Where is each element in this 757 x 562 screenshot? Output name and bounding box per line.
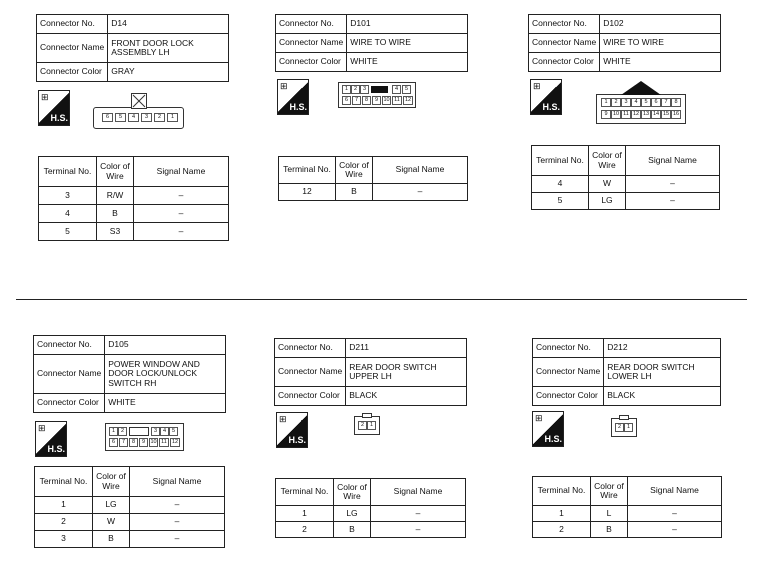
signal-name: – (628, 506, 722, 522)
wire-color: LG (93, 497, 130, 514)
pin: 1 (624, 423, 633, 432)
pin: 8 (362, 96, 371, 105)
terminal-no: 3 (35, 531, 93, 548)
connector-info-d211 (274, 338, 467, 406)
connector-clip-icon: ⊞ (533, 81, 541, 91)
header-terminal-no: Terminal No. (276, 479, 334, 506)
label-connector-name: Connector Name (34, 355, 105, 394)
key-slot (371, 86, 388, 93)
pin: 4 (631, 98, 641, 107)
connector-face-d211 (354, 416, 380, 435)
hs-label: H.S. (289, 102, 307, 112)
connector-color-value: WHITE (600, 53, 721, 72)
header-signal-name: Signal Name (134, 157, 229, 187)
label-connector-name: Connector Name (276, 34, 347, 53)
signal-name: – (373, 184, 468, 201)
connector-no-value: D211 (346, 339, 467, 358)
wire-color: B (336, 184, 373, 201)
pin: 2 (358, 421, 367, 430)
label-connector-color: Connector Color (276, 53, 347, 72)
label-connector-color: Connector Color (37, 63, 108, 82)
connector-info-d105 (33, 335, 226, 413)
pin: 7 (119, 438, 128, 447)
terminal-no: 1 (276, 506, 334, 522)
connector-name-value: FRONT DOOR LOCK ASSEMBLY LH (108, 34, 229, 63)
hs-icon (276, 412, 308, 448)
label-connector-no: Connector No. (37, 15, 108, 34)
wire-color: W (589, 176, 626, 193)
header-color-of-wire: Color of Wire (589, 146, 626, 176)
key-slot (129, 427, 149, 436)
pin: 15 (662, 111, 670, 117)
header-signal-name: Signal Name (373, 157, 468, 184)
terminal-no: 1 (533, 506, 591, 522)
hs-icon (35, 421, 67, 457)
locking-tab-icon (619, 415, 629, 420)
pin: 2 (351, 85, 360, 94)
signal-name: – (628, 522, 722, 538)
header-color-of-wire: Color of Wire (336, 157, 373, 184)
header-signal-name: Signal Name (626, 146, 720, 176)
pin: 11 (621, 110, 631, 119)
pin: 2 (154, 113, 165, 122)
connector-color-value: WHITE (105, 394, 226, 413)
pin: 1 (367, 421, 376, 430)
connector-face-d212 (611, 418, 637, 437)
label-connector-color: Connector Color (275, 387, 346, 406)
pin: 2 (118, 427, 127, 436)
terminal-no: 4 (39, 205, 97, 223)
pin: 6 (109, 438, 118, 447)
terminal-no: 1 (35, 497, 93, 514)
signal-name: – (134, 223, 229, 241)
pin: 13 (642, 111, 650, 117)
connector-info-d101 (275, 14, 468, 72)
section-divider (16, 299, 747, 300)
pin: 2 (615, 423, 624, 432)
wire-color: L (591, 506, 628, 522)
label-connector-color: Connector Color (533, 387, 604, 406)
terminal-no: 2 (533, 522, 591, 538)
connector-color-value: GRAY (108, 63, 229, 82)
header-color-of-wire: Color of Wire (591, 477, 628, 506)
signal-name: – (371, 522, 466, 538)
hs-label: H.S. (50, 113, 68, 123)
pin: 16 (672, 111, 680, 117)
connector-face-d105 (105, 423, 184, 451)
header-signal-name: Signal Name (371, 479, 466, 506)
terminal-table-d105 (34, 466, 225, 548)
pin: 3 (151, 427, 160, 436)
connector-info-d212 (532, 338, 721, 406)
label-connector-no: Connector No. (276, 15, 347, 34)
connector-no-value: D212 (604, 339, 721, 358)
terminal-table-d102 (531, 145, 720, 210)
label-connector-name: Connector Name (275, 358, 346, 387)
hs-icon (38, 90, 70, 126)
connector-name-value: POWER WINDOW AND DOOR LOCK/UNLOCK SWITCH RH (105, 355, 226, 394)
connector-no-value: D105 (105, 336, 226, 355)
connector-color-value: BLACK (604, 387, 721, 406)
label-connector-name: Connector Name (533, 358, 604, 387)
pin: 12 (632, 111, 640, 117)
pin: 10 (383, 97, 390, 103)
locking-tab-icon (362, 413, 372, 418)
pin: 1 (109, 427, 118, 436)
pin: 12 (404, 97, 412, 103)
pin: 6 (651, 98, 661, 107)
label-connector-name: Connector Name (37, 34, 108, 63)
pin: 7 (352, 96, 361, 105)
connector-clip-icon: ⊞ (280, 81, 288, 91)
signal-name: – (130, 497, 225, 514)
wire-color: S3 (97, 223, 134, 241)
header-terminal-no: Terminal No. (39, 157, 97, 187)
pin: 11 (159, 438, 169, 447)
connector-no-value: D101 (347, 15, 468, 34)
signal-name: – (134, 187, 229, 205)
connector-color-value: BLACK (346, 387, 467, 406)
signal-name: – (371, 506, 466, 522)
terminal-no: 5 (39, 223, 97, 241)
header-terminal-no: Terminal No. (279, 157, 336, 184)
label-connector-no: Connector No. (34, 336, 105, 355)
label-connector-no: Connector No. (529, 15, 600, 34)
header-color-of-wire: Color of Wire (93, 467, 130, 497)
header-terminal-no: Terminal No. (533, 477, 591, 506)
terminal-table-d211 (275, 478, 466, 538)
connector-name-value: REAR DOOR SWITCH LOWER LH (604, 358, 721, 387)
pin: 1 (601, 98, 611, 107)
hs-label: H.S. (542, 102, 560, 112)
signal-name: – (130, 531, 225, 548)
pin: 9 (372, 96, 381, 105)
header-color-of-wire: Color of Wire (334, 479, 371, 506)
connector-color-value: WHITE (347, 53, 468, 72)
pin: 10 (150, 439, 157, 445)
pin: 3 (621, 98, 631, 107)
connector-clip-icon: ⊞ (535, 413, 543, 423)
pin: 7 (661, 98, 671, 107)
label-connector-no: Connector No. (533, 339, 604, 358)
wire-color: B (93, 531, 130, 548)
hs-label: H.S. (544, 434, 562, 444)
pin: 2 (611, 98, 621, 107)
wire-color: W (93, 514, 130, 531)
terminal-no: 2 (35, 514, 93, 531)
pin: 3 (360, 85, 369, 94)
connector-name-value: REAR DOOR SWITCH UPPER LH (346, 358, 467, 387)
pin: 8 (671, 98, 681, 107)
hs-icon (277, 79, 309, 115)
pin: 1 (167, 113, 178, 122)
connector-name-value: WIRE TO WIRE (600, 34, 721, 53)
wire-color: B (591, 522, 628, 538)
connector-face-d102 (596, 94, 686, 124)
header-signal-name: Signal Name (628, 477, 722, 506)
pin: 4 (392, 85, 401, 94)
connector-clip-icon: ⊞ (41, 92, 49, 102)
connector-name-value: WIRE TO WIRE (347, 34, 468, 53)
terminal-no: 5 (532, 193, 589, 210)
hs-label: H.S. (288, 435, 306, 445)
label-connector-color: Connector Color (34, 394, 105, 413)
hs-icon (532, 411, 564, 447)
pin: 8 (129, 438, 138, 447)
pin: 11 (392, 96, 402, 105)
signal-name: – (626, 193, 720, 210)
terminal-no: 12 (279, 184, 336, 201)
header-signal-name: Signal Name (130, 467, 225, 497)
pin: 5 (402, 85, 411, 94)
pin: 6 (342, 96, 351, 105)
pin: 6 (102, 113, 113, 122)
connector-no-value: D102 (600, 15, 721, 34)
terminal-no: 2 (276, 522, 334, 538)
connector-info-d14 (36, 14, 229, 82)
locking-tab-icon (131, 93, 147, 109)
header-terminal-no: Terminal No. (35, 467, 93, 497)
wire-color: LG (334, 506, 371, 522)
wire-color: B (97, 205, 134, 223)
connector-face-d14 (93, 107, 184, 129)
connector-face-d101 (338, 82, 416, 108)
signal-name: – (134, 205, 229, 223)
pin: 12 (171, 439, 179, 445)
pin: 9 (139, 438, 148, 447)
connector-info-d102 (528, 14, 721, 72)
pin: 10 (612, 111, 620, 117)
pin: 5 (169, 427, 178, 436)
terminal-table-d14 (38, 156, 229, 241)
locking-tab-icon (621, 80, 661, 96)
pin: 4 (128, 113, 139, 122)
pin: 1 (342, 85, 351, 94)
hs-label: H.S. (47, 444, 65, 454)
label-connector-color: Connector Color (529, 53, 600, 72)
wire-color: B (334, 522, 371, 538)
terminal-no: 4 (532, 176, 589, 193)
connector-clip-icon: ⊞ (279, 414, 287, 424)
hs-icon (530, 79, 562, 115)
pin: 3 (141, 113, 152, 122)
header-color-of-wire: Color of Wire (97, 157, 134, 187)
pin: 4 (160, 427, 169, 436)
signal-name: – (130, 514, 225, 531)
label-connector-name: Connector Name (529, 34, 600, 53)
terminal-no: 3 (39, 187, 97, 205)
signal-name: – (626, 176, 720, 193)
wire-color: R/W (97, 187, 134, 205)
connector-no-value: D14 (108, 15, 229, 34)
connector-clip-icon: ⊞ (38, 423, 46, 433)
terminal-table-d212 (532, 476, 722, 538)
pin: 14 (652, 111, 660, 117)
pin: 5 (641, 98, 651, 107)
header-terminal-no: Terminal No. (532, 146, 589, 176)
terminal-table-d101 (278, 156, 468, 201)
label-connector-no: Connector No. (275, 339, 346, 358)
pin: 5 (115, 113, 126, 122)
wire-color: LG (589, 193, 626, 210)
pin: 9 (601, 110, 611, 119)
